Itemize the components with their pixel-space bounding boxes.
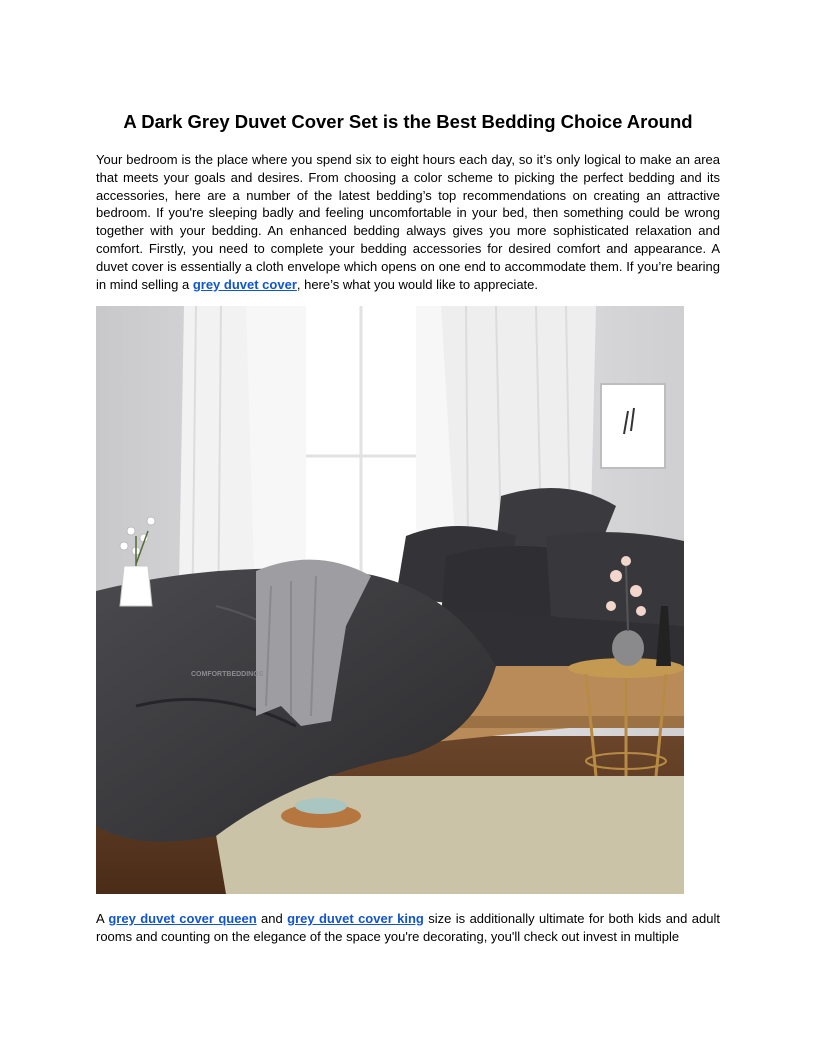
- intro-paragraph: [96, 151, 720, 293]
- grey-duvet-cover-queen-link[interactable]: grey duvet cover queen: [108, 911, 257, 926]
- grey-duvet-cover-link[interactable]: grey duvet cover: [192, 276, 297, 292]
- bedroom-photo: [96, 306, 684, 894]
- sizes-paragraph: [96, 910, 720, 946]
- intro-text: Your bedroom is the place where you spend six to eight hours each day, so it’s only logical to make an area that meets your goals and desires. From choosing a color scheme to picking the perfect bedding and its accessories, here are a number of the latest bedding’s top recommendations on creating an attractive bedroom. If you're sleeping badly and feeling uncomfortable in your bed, then something could be wrong together with your bedding. An enhanced bedding always gives you more sophisticated relaxation and comfort. Firstly, you need to complete your bedding accessories for desired comfort and appearance. A duvet cover is essentially a cloth envelope which opens on one end to accommodate them. If you’re bearing in mind selling a: [96, 152, 720, 292]
- image-watermark: COMFORTBEDDINGS: [191, 671, 264, 678]
- sizes-text-end: size is additionally ultimate for both kids and adult rooms and counting on the elegance of the space you're decorating, you'll check out invest in multiple: [96, 911, 720, 944]
- intro-text-end: , here’s what you would like to appreciate.: [296, 276, 538, 292]
- sizes-text-start: A: [96, 911, 109, 926]
- sizes-text-middle: and: [256, 911, 288, 926]
- grey-duvet-cover-king-link[interactable]: grey duvet cover king: [287, 911, 424, 926]
- page-title: A Dark Grey Duvet Cover Set is the Best Bedding Choice Around: [123, 111, 693, 132]
